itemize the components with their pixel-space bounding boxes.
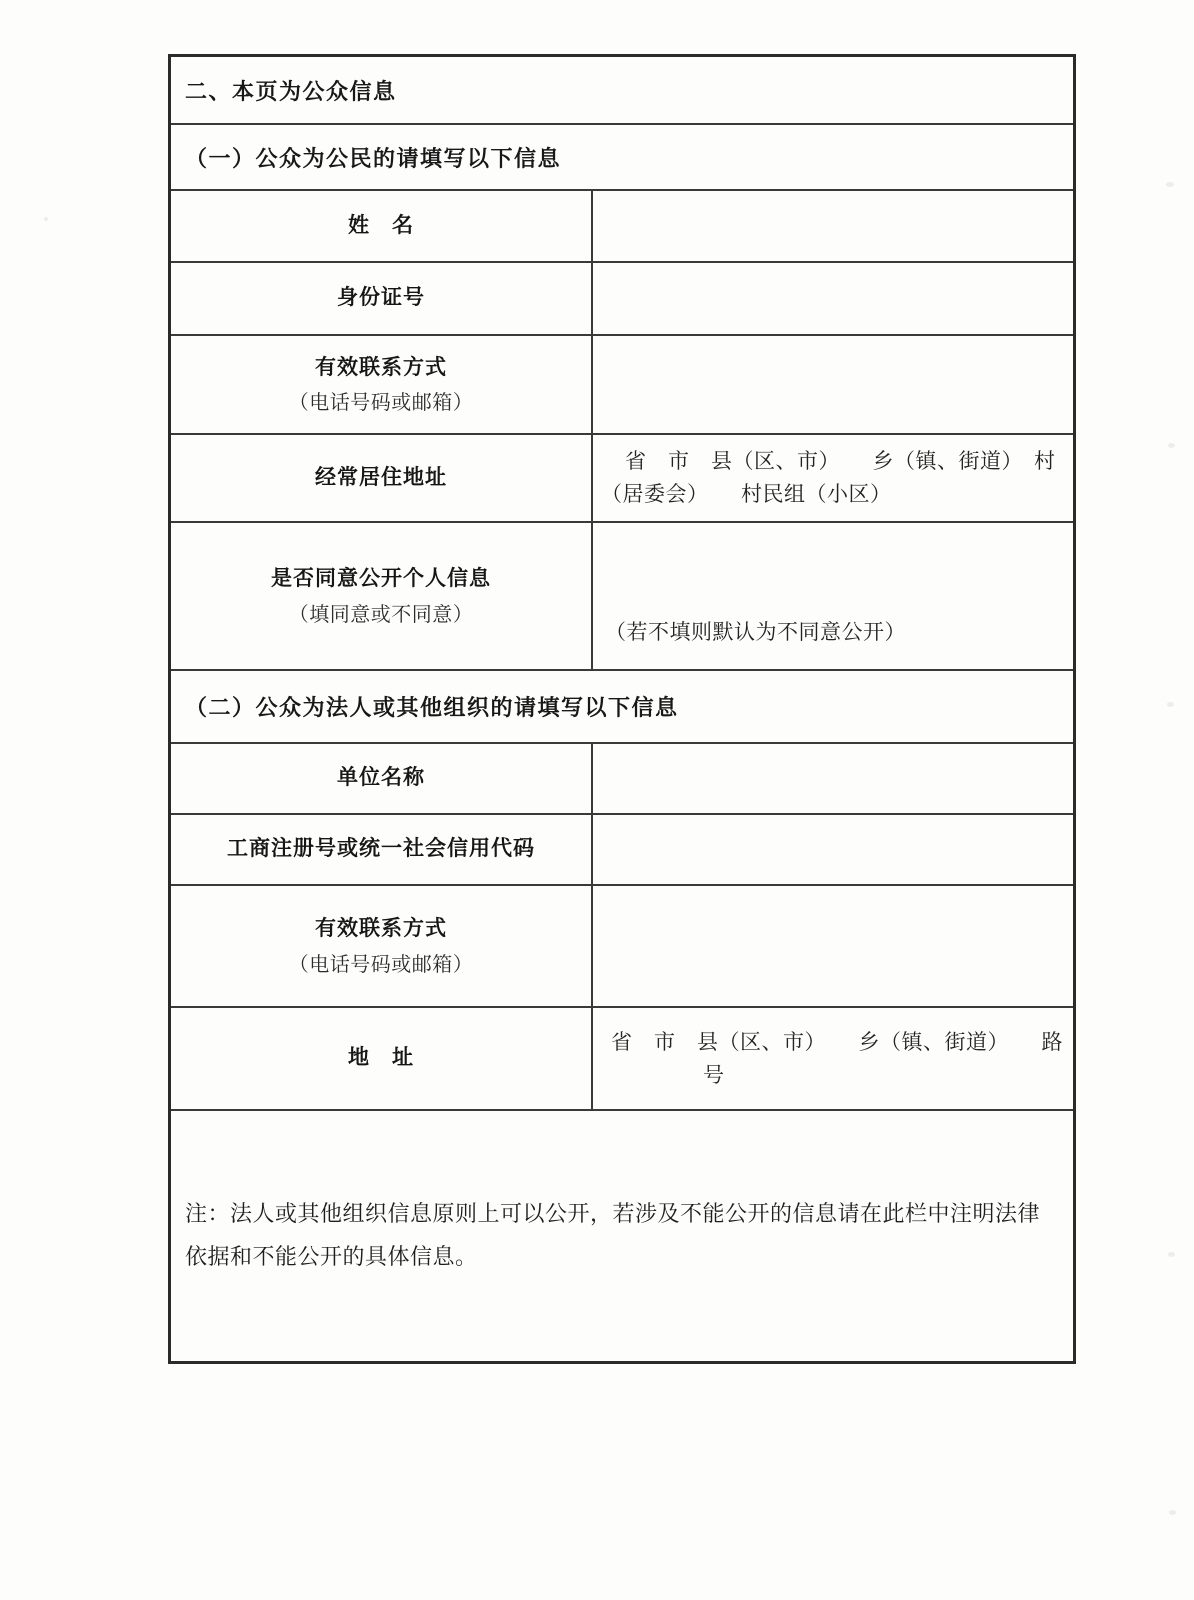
consent-default-note: （若不填则默认为不同意公开） xyxy=(605,620,906,645)
org-name-value-cell xyxy=(593,744,1073,813)
id-number-label: 身份证号 xyxy=(337,286,425,310)
scan-artifact xyxy=(44,217,48,221)
page-title: 二、本页为公众信息 xyxy=(185,78,397,104)
row-citizen-contact xyxy=(171,336,1073,435)
id-number-label-cell xyxy=(171,263,593,334)
org-address-label: 地 址 xyxy=(348,1046,414,1070)
residence-address-template-line2: （居委会） 村民组（小区） xyxy=(601,482,892,506)
org-section-title: （二）公众为法人或其他组织的请填写以下信息 xyxy=(185,695,679,720)
org-contact-label-cell xyxy=(171,886,593,1006)
row-org-name xyxy=(171,744,1073,815)
scan-artifact xyxy=(1169,1510,1176,1515)
scan-artifact xyxy=(1168,1252,1175,1257)
row-residence-address xyxy=(171,435,1073,523)
org-address-template-line1: 省 市 县（区、市） 乡（镇、街道） 路 xyxy=(611,1029,1063,1054)
row-credit-code xyxy=(171,815,1073,886)
row-org-address xyxy=(171,1008,1073,1111)
org-address-template-line2: 号 xyxy=(703,1062,725,1087)
credit-code-label-cell xyxy=(171,815,593,884)
consent-hint: （填同意或不同意） xyxy=(288,603,474,626)
org-name-label: 单位名称 xyxy=(337,766,425,790)
org-contact-label: 有效联系方式 xyxy=(315,917,447,941)
public-information-form-table xyxy=(168,54,1076,1364)
org-contact-hint: （电话号码或邮箱） xyxy=(288,953,474,976)
consent-value-cell xyxy=(593,523,1073,669)
org-contact-value-cell xyxy=(593,886,1073,1006)
citizen-contact-value-cell xyxy=(593,336,1073,433)
residence-address-label: 经常居住地址 xyxy=(315,465,447,489)
row-citizen-section-title xyxy=(171,125,1073,191)
consent-label: 是否同意公开个人信息 xyxy=(271,567,491,591)
org-name-label-cell xyxy=(171,744,593,813)
row-org-contact xyxy=(171,886,1073,1008)
row-org-section-title xyxy=(171,671,1073,744)
org-address-value-cell xyxy=(593,1008,1073,1109)
citizen-contact-label-cell xyxy=(171,336,593,433)
name-label: 姓 名 xyxy=(348,213,414,237)
row-consent xyxy=(171,523,1073,671)
row-id-number xyxy=(171,263,1073,336)
consent-label-cell xyxy=(171,523,593,669)
org-address-label-cell xyxy=(171,1008,593,1109)
row-name xyxy=(171,191,1073,263)
scan-artifact xyxy=(1166,182,1174,187)
credit-code-label: 工商注册号或统一社会信用代码 xyxy=(227,837,535,861)
citizen-section-title: （一）公众为公民的请填写以下信息 xyxy=(185,145,562,171)
id-number-value-cell xyxy=(593,263,1073,334)
residence-address-value-cell xyxy=(593,435,1073,521)
name-value-cell xyxy=(593,191,1073,261)
residence-address-template-line1: 省 市 县（区、市） 乡（镇、街道） 村 xyxy=(625,449,1056,474)
scan-artifact xyxy=(1168,443,1175,448)
citizen-contact-hint: （电话号码或邮箱） xyxy=(288,392,474,415)
row-page-title xyxy=(171,57,1073,125)
row-footer-note xyxy=(171,1111,1073,1361)
name-label-cell xyxy=(171,191,593,261)
scan-artifact xyxy=(1167,702,1174,707)
footer-note: 注：法人或其他组织信息原则上可以公开，若涉及不能公开的信息请在此栏中注明法律依据和不能公开的具体信息。 xyxy=(185,1201,1041,1269)
credit-code-value-cell xyxy=(593,815,1073,884)
citizen-contact-label: 有效联系方式 xyxy=(315,355,447,379)
residence-address-label-cell xyxy=(171,435,593,521)
